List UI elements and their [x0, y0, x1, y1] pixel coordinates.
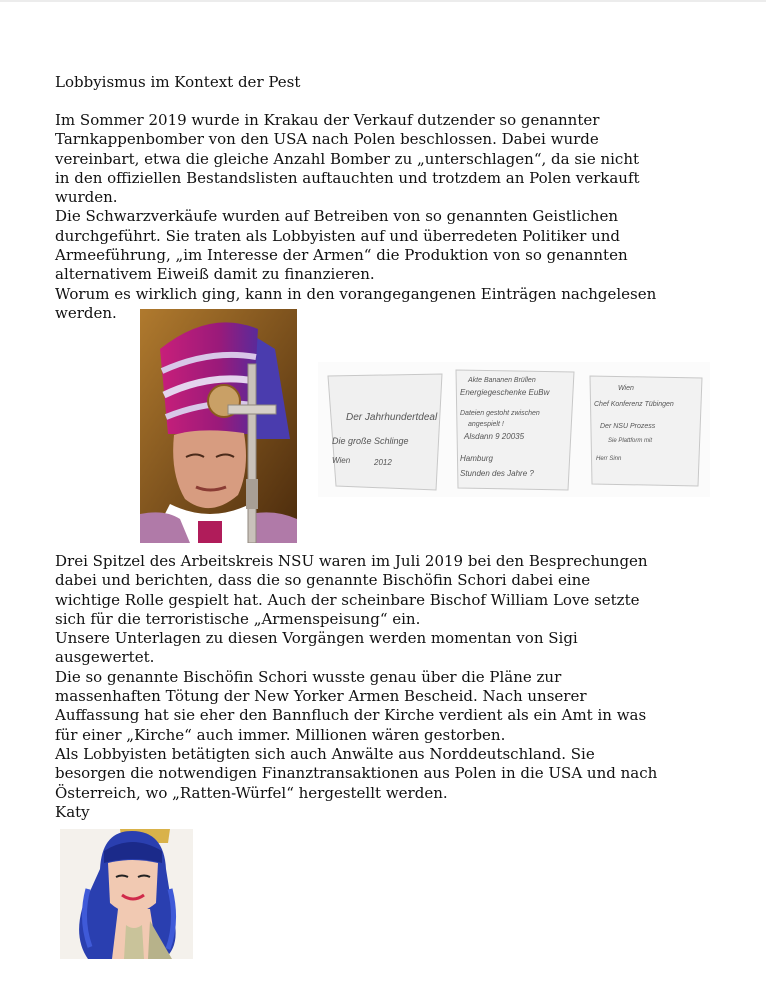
text-line: Auffassung hat sie eher den Bannfluch der Kirche verdient als ein Amt in was	[55, 706, 647, 725]
page-title: Lobbyismus im Kontext der Pest	[55, 73, 301, 91]
text-line: massenhaften Tötung der New Yorker Armen Bescheid. Nach unserer	[55, 687, 587, 706]
text-line: Im Sommer 2019 wurde in Krakau der Verkauf dutzender so genannter	[55, 111, 600, 129]
text-line: in den offiziellen Bestandslisten auftauchten und trotzdem an Polen verkauft	[55, 168, 640, 187]
text-line: Unsere Unterlagen zu diesen Vorgängen werden momentan von Sigi	[55, 629, 578, 648]
text-line: für einer „Kirche“ auch immer. Millionen wären gestorben.	[55, 725, 506, 744]
note-3-line: Der NSU Prozess	[600, 423, 656, 430]
notes-photo	[318, 362, 710, 497]
note-2-line: Akte Bananen Brüllen	[468, 377, 536, 384]
text-block-1	[55, 111, 755, 323]
note-2-line: Dateien gestoht zwischen	[460, 410, 540, 417]
note-1-line: Die große Schlinge	[332, 436, 409, 446]
text-line: Die Schwarzverkäufe wurden auf Betreiben von so genannten Geistlichen	[55, 207, 618, 226]
text-line: durchgeführt. Sie traten als Lobbyisten auf und überredeten Politiker und	[55, 226, 621, 245]
note-3-line: Wien	[618, 385, 634, 392]
note-1-line: 2012	[374, 458, 392, 467]
katy-photo	[60, 829, 193, 959]
top-border	[0, 0, 766, 2]
note-2-line: angespielt !	[468, 421, 504, 428]
text-block-2	[55, 552, 755, 822]
text-line: besorgen die notwendigen Finanztransaktionen aus Polen in die USA und nach	[55, 764, 658, 783]
text-line: ausgewertet.	[55, 648, 155, 667]
text-line: Die so genannte Bischöfin Schori wusste genau über die Pläne zur	[55, 667, 562, 686]
text-line: Katy	[55, 802, 90, 821]
text-line: Armeeführung, „im Interesse der Armen“ die Produktion von so genannten	[55, 246, 628, 265]
text-line: wurden.	[55, 188, 118, 207]
text-line: wichtige Rolle gespielt hat. Auch der scheinbare Bischof William Love setzte	[55, 590, 640, 609]
text-line: Tarnkappenbomber von den USA nach Polen beschlossen. Dabei wurde	[55, 130, 599, 149]
note-3-line: Sie Plattform mit	[608, 438, 653, 444]
note-1-line: Wien	[332, 456, 351, 465]
note-2-line: Alsdann 9 20035	[464, 432, 525, 441]
text-line: Drei Spitzel des Arbeitskreis NSU waren im Juli 2019 bei den Besprechungen	[55, 552, 648, 570]
text-line: sich für die terroristische „Armenspeisung“ ein.	[55, 609, 421, 628]
note-3-line: Herr Sinn	[596, 456, 622, 462]
bishop-photo	[140, 309, 297, 543]
text-line: Österreich, wo „Ratten-Würfel“ hergestellt werden.	[55, 783, 448, 802]
text-line: Worum es wirklich ging, kann in den vorangegangenen Einträgen nachgelesen	[55, 284, 657, 303]
note-2-line: Stunden des Jahre ?	[460, 469, 534, 478]
note-2-line: Energiegeschenke EuBw	[460, 388, 550, 397]
text-line: werden.	[55, 303, 117, 322]
text-line: dabei und berichten, dass die so genannte Bischöfin Schori dabei eine	[55, 571, 591, 590]
note-3-line: Chef Konferenz Tübingen	[594, 401, 674, 408]
note-1-line: Der Jahrhundertdeal	[346, 412, 438, 423]
note-2-line: Hamburg	[460, 454, 493, 463]
text-line: Als Lobbyisten betätigten sich auch Anwälte aus Norddeutschland. Sie	[55, 744, 595, 763]
text-line: vereinbart, etwa die gleiche Anzahl Bomber zu „unterschlagen“, da sie nicht	[55, 149, 640, 168]
text-line: alternativem Eiweiß damit zu finanzieren.	[55, 265, 375, 284]
